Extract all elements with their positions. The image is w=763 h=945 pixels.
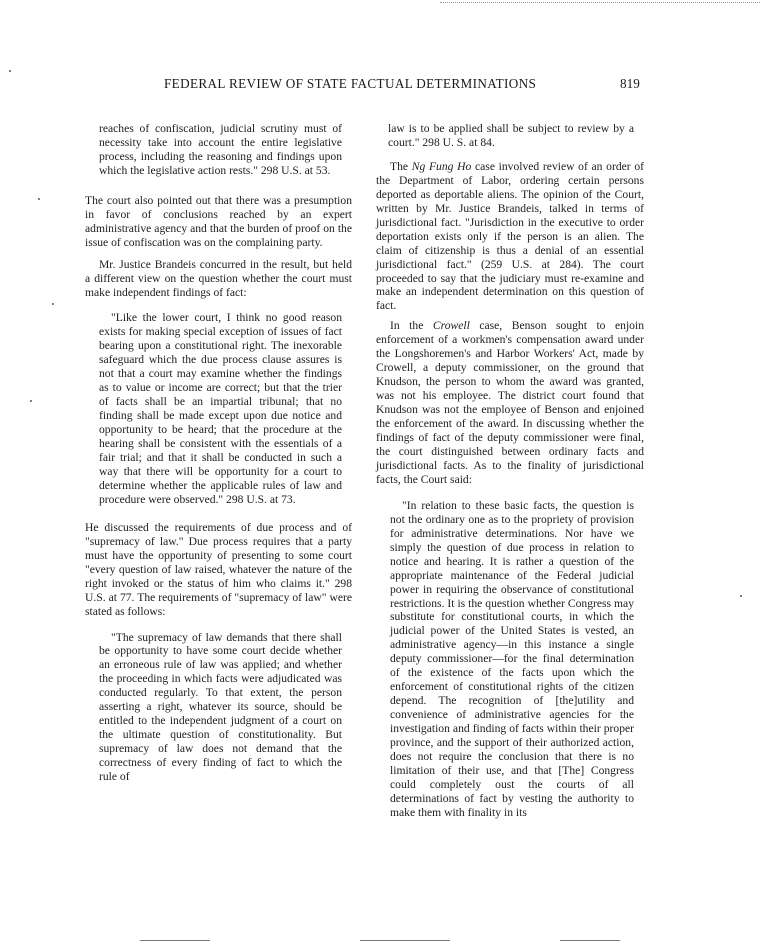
left-column (85, 122, 352, 792)
scan-artifact-line (140, 940, 210, 941)
paragraph: The court also pointed out that there was a presumption in favor of conclusions reached by an expert administrative agency and that the burden of proof on the issue of confiscation was on the complaining party. (85, 193, 352, 249)
scan-artifact-line (360, 940, 450, 941)
block-quote: reaches of confiscation, judicial scrutiny must of necessity take into account the entire legislative process, including the reasoning and findings upon which the legislative action rests." 298 U.S. at 53. (99, 122, 342, 177)
scan-speck (740, 595, 742, 597)
paragraph-text: case involved review of an order of the Department of Labor, ordering certain persons deported as deportable aliens. The opinion of the Court, written by Mr. Justice Brandeis, talked in terms of jurisdictional fact. "Jurisdiction in the executive to order deportation exists only if the person is an alien. The claim of citizenship is thus a denial of an essential jurisdictional fact." (259 U.S. at 284). The court proceeded to say that the judiciary must re-examine and make an independent determination on this question of fact. (376, 159, 644, 313)
scan-edge-dots (440, 2, 760, 4)
running-header-title: FEDERAL REVIEW OF STATE FACTUAL DETERMINATIONS (164, 76, 537, 91)
block-quote: "In relation to these basic facts, the question is not the ordinary one as to the propriety of provision for administrative determinations. Nor have we simply the question of due process in relation to notice and hearing. It is rather a question of the appropriate maintenance of the Federal judicial power in requiring the observance of constitutional restrictions. It is the question whether Congress may substitute for constitutional courts, in which the judicial power of the United States is vested, an administrative agency—in this instance a single deputy commissioner—for the final determination of the existence of the facts upon which the enforcement of constitutional rights of the citizen depend. The recognition of [the]utility and convenience of administrative agencies for the investigation and finding of facts within their proper province, and the support of their authorized action, does not require the conclusion that there is no limitation of their use, and that [The] Congress could completely oust the courts of all determinations of fact by vesting the authority to make them with finality in its (390, 498, 634, 819)
scan-speck (30, 400, 32, 402)
right-column (376, 122, 644, 828)
scan-speck (52, 303, 54, 305)
scan-speck (38, 198, 40, 200)
case-name: Crowell (432, 319, 470, 333)
scan-artifact-line (560, 940, 620, 941)
paragraph-text: In the (390, 319, 433, 333)
paragraph (376, 319, 644, 486)
page-number: 819 (620, 76, 640, 91)
paragraph: Mr. Justice Brandeis concurred in the result, but held a different view on the question whether the court must make independent findings of fact: (85, 257, 352, 299)
paragraph-text: The (390, 159, 412, 173)
scan-speck (9, 70, 11, 72)
block-quote: law is to be applied shall be subject to review by a court." 298 U. S. at 84. (388, 122, 634, 149)
paragraph-text: case, Benson sought to enjoin enforcement of a workmen's compensation award under the Longshoremen's and Harbor Workers' Act, made by Crowell, a deputy commissioner, on the ground that Knudson, the person to whom the award was granted, was not his employee. The district court found that Knudson was not the employee of Benson and enjoined the enforcement of the award. In discussing whether the findings of fact of the deputy commissioner were final, the court distinguished between ordinary facts and jurisdictional facts. As to the finality of jurisdictional facts, the Court said: (376, 319, 644, 486)
block-quote: "The supremacy of law demands that there shall be opportunity to have some court decide whether an erroneous rule of law was applied; and whether the proceeding in which facts were adjudicated was conducted regularly. To that extent, the person asserting a right, whatever its source, should be entitled to the independent judgment of a court on the ultimate question of constitutionality. But supremacy of law does not demand that the correctness of every finding of fact to which the rule of (99, 630, 342, 784)
block-quote: "Like the lower court, I think no good reason exists for making special exception of issues of fact bearing upon a constitutional right. The inexorable safeguard which the due process clause assures is not that a court may examine whether the findings as to value or income are correct; but that the trier of facts shall be an impartial tribunal; that no finding shall be made except upon due notice and opportunity to be heard; that the procedure at the hearing shall be consistent with the essentials of a fair trial; and that it shall be conducted in such a way that there will be opportunity for a court to determine whether the applicable rules of law and procedure were observed." 298 U.S. at 73. (99, 311, 342, 506)
paragraph: He discussed the requirements of due process and of "supremacy of law." Due process requires that a party must have the opportunity of presenting to some court "every question of law raised, whatever the nature of the right invoked or the status of him who claims it." 298 U.S. at 77. The requirements of "supremacy of law" were stated as follows: (85, 520, 352, 618)
paragraph (376, 160, 644, 313)
case-name: Ng Fung Ho (411, 159, 472, 173)
